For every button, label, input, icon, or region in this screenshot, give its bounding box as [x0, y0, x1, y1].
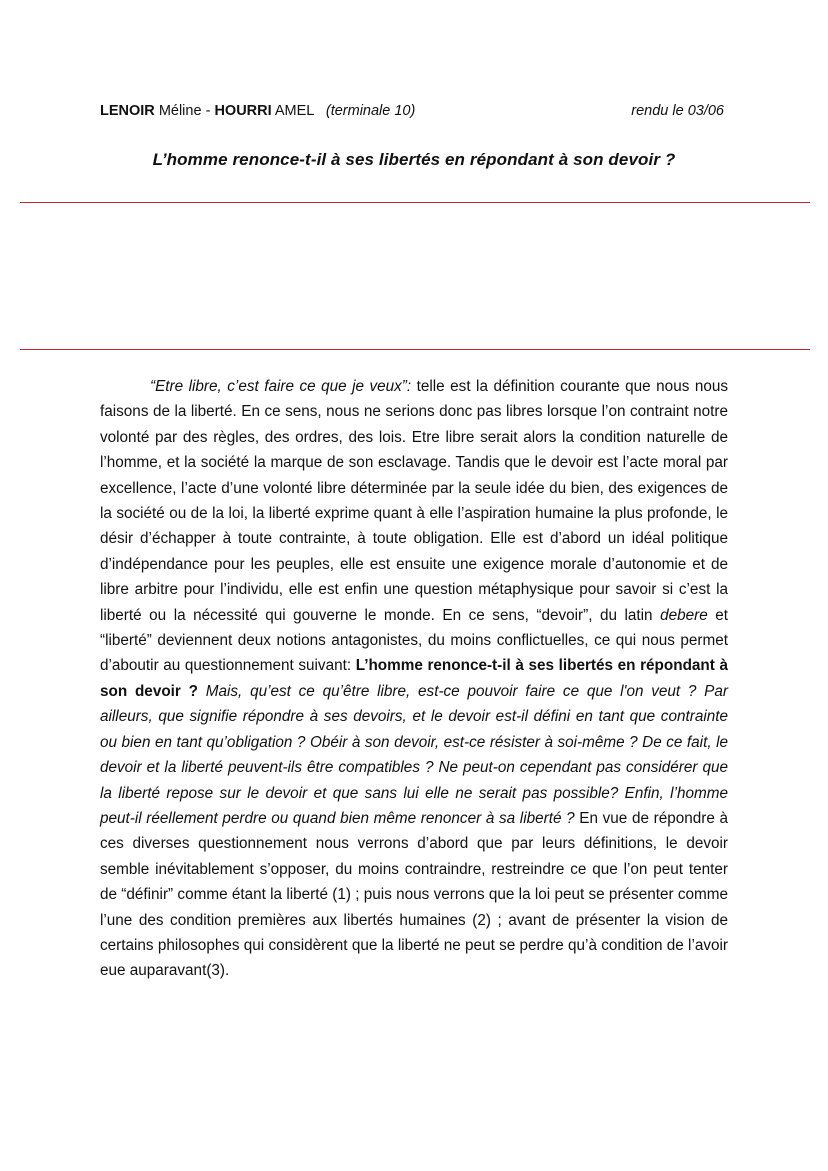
- authors-line: [100, 103, 415, 119]
- document-header: [100, 103, 724, 119]
- bottom-divider: [20, 349, 810, 350]
- author-separator: -: [205, 103, 211, 119]
- problem-statement: L’homme renonce-t-il à ses libertés en répondant à son devoir ?: [100, 657, 728, 700]
- top-divider: [20, 202, 810, 203]
- latin-word: debere: [660, 606, 708, 624]
- sub-questions: Mais, qu’est ce qu’être libre, est-ce pouvoir faire ce que l'on veut ? Par ailleurs, que signifie répondre à ses devoirs, et le devoir est-il défini en tant que contrainte ou bien en tant qu’obligation ? Obéir à son devoir, est-ce résister à soi-même ? De ce fait, le devoir et la liberté peuvent-ils être compatibles ? Ne peut-on cependant pas considérer que la liberté repose sur le devoir et que sans lui elle ne serait pas possible? Enfin, l’homme peut-il réellement perdre ou quand bien même renoncer à sa liberté ?: [100, 682, 728, 827]
- intro-text-part-1: telle est la définition courante que nous nous faisons de la liberté. En ce sens, nous ne serions donc pas libres lorsque l’on contraint notre volonté par des règles, des ordres, des lois. Etre libre serait alors la condition naturelle de l’homme, et la société la marque de son esclavage. Tandis que le devoir est l’acte moral par excellence, l’acte d’une volonté libre déterminée par la seule idée du bien, des exigences de la société ou de la loi, la liberté exprime quant à elle l’aspiration humaine la plus profonde, le désir d’échapper à toute contrainte, à toute obligation. Elle est d’abord un idéal politique d’indépendance pour les peuples, elle est ensuite une exigence morale d’autonomie et de libre arbitre pour l’individu, elle est enfin une question métaphysique pour savoir si c’est la liberté ou la nécessité qui gouverne le monde. En ce sens, “devoir”, du latin: [100, 378, 728, 624]
- opening-quote: “Etre libre, c’est faire ce que je veux”:: [150, 378, 412, 395]
- plan-announcement: En vue de répondre à ces diverses questionnement nous verrons d’abord que par leurs définitions, le devoir semble inévitablement s’opposer, du moins contraindre, restreindre ce que l’on peut tenter de “définir” comme étant la liberté (1) ; puis nous verrons que la loi peut se présenter comme l’une des condition premières aux libertés humaines (2) ; avant de présenter la vision de certains philosophes qui considèrent que la liberté ne peut se perdre qu’à condition de l’avoir eue auparavant(3).: [100, 809, 728, 980]
- introduction-paragraph: [100, 374, 728, 984]
- document-title: L’homme renonce-t-il à ses libertés en répondant à son devoir ?: [152, 150, 676, 169]
- blank-area: [20, 204, 810, 348]
- author2-last-name: HOURRI: [214, 103, 272, 119]
- author2-first-name: AMEL: [274, 103, 314, 119]
- class-label: (terminale 10): [325, 103, 416, 119]
- intro-text-part-2: et “liberté” deviennent deux notions antagonistes, du moins conflictuelles, ce qui nous permet d’aboutir au questionnement suivant:: [100, 606, 728, 675]
- author1-last-name: LENOIR: [100, 103, 155, 119]
- author1-first-name: Méline: [158, 103, 202, 119]
- due-date: rendu le 03/06: [631, 103, 724, 119]
